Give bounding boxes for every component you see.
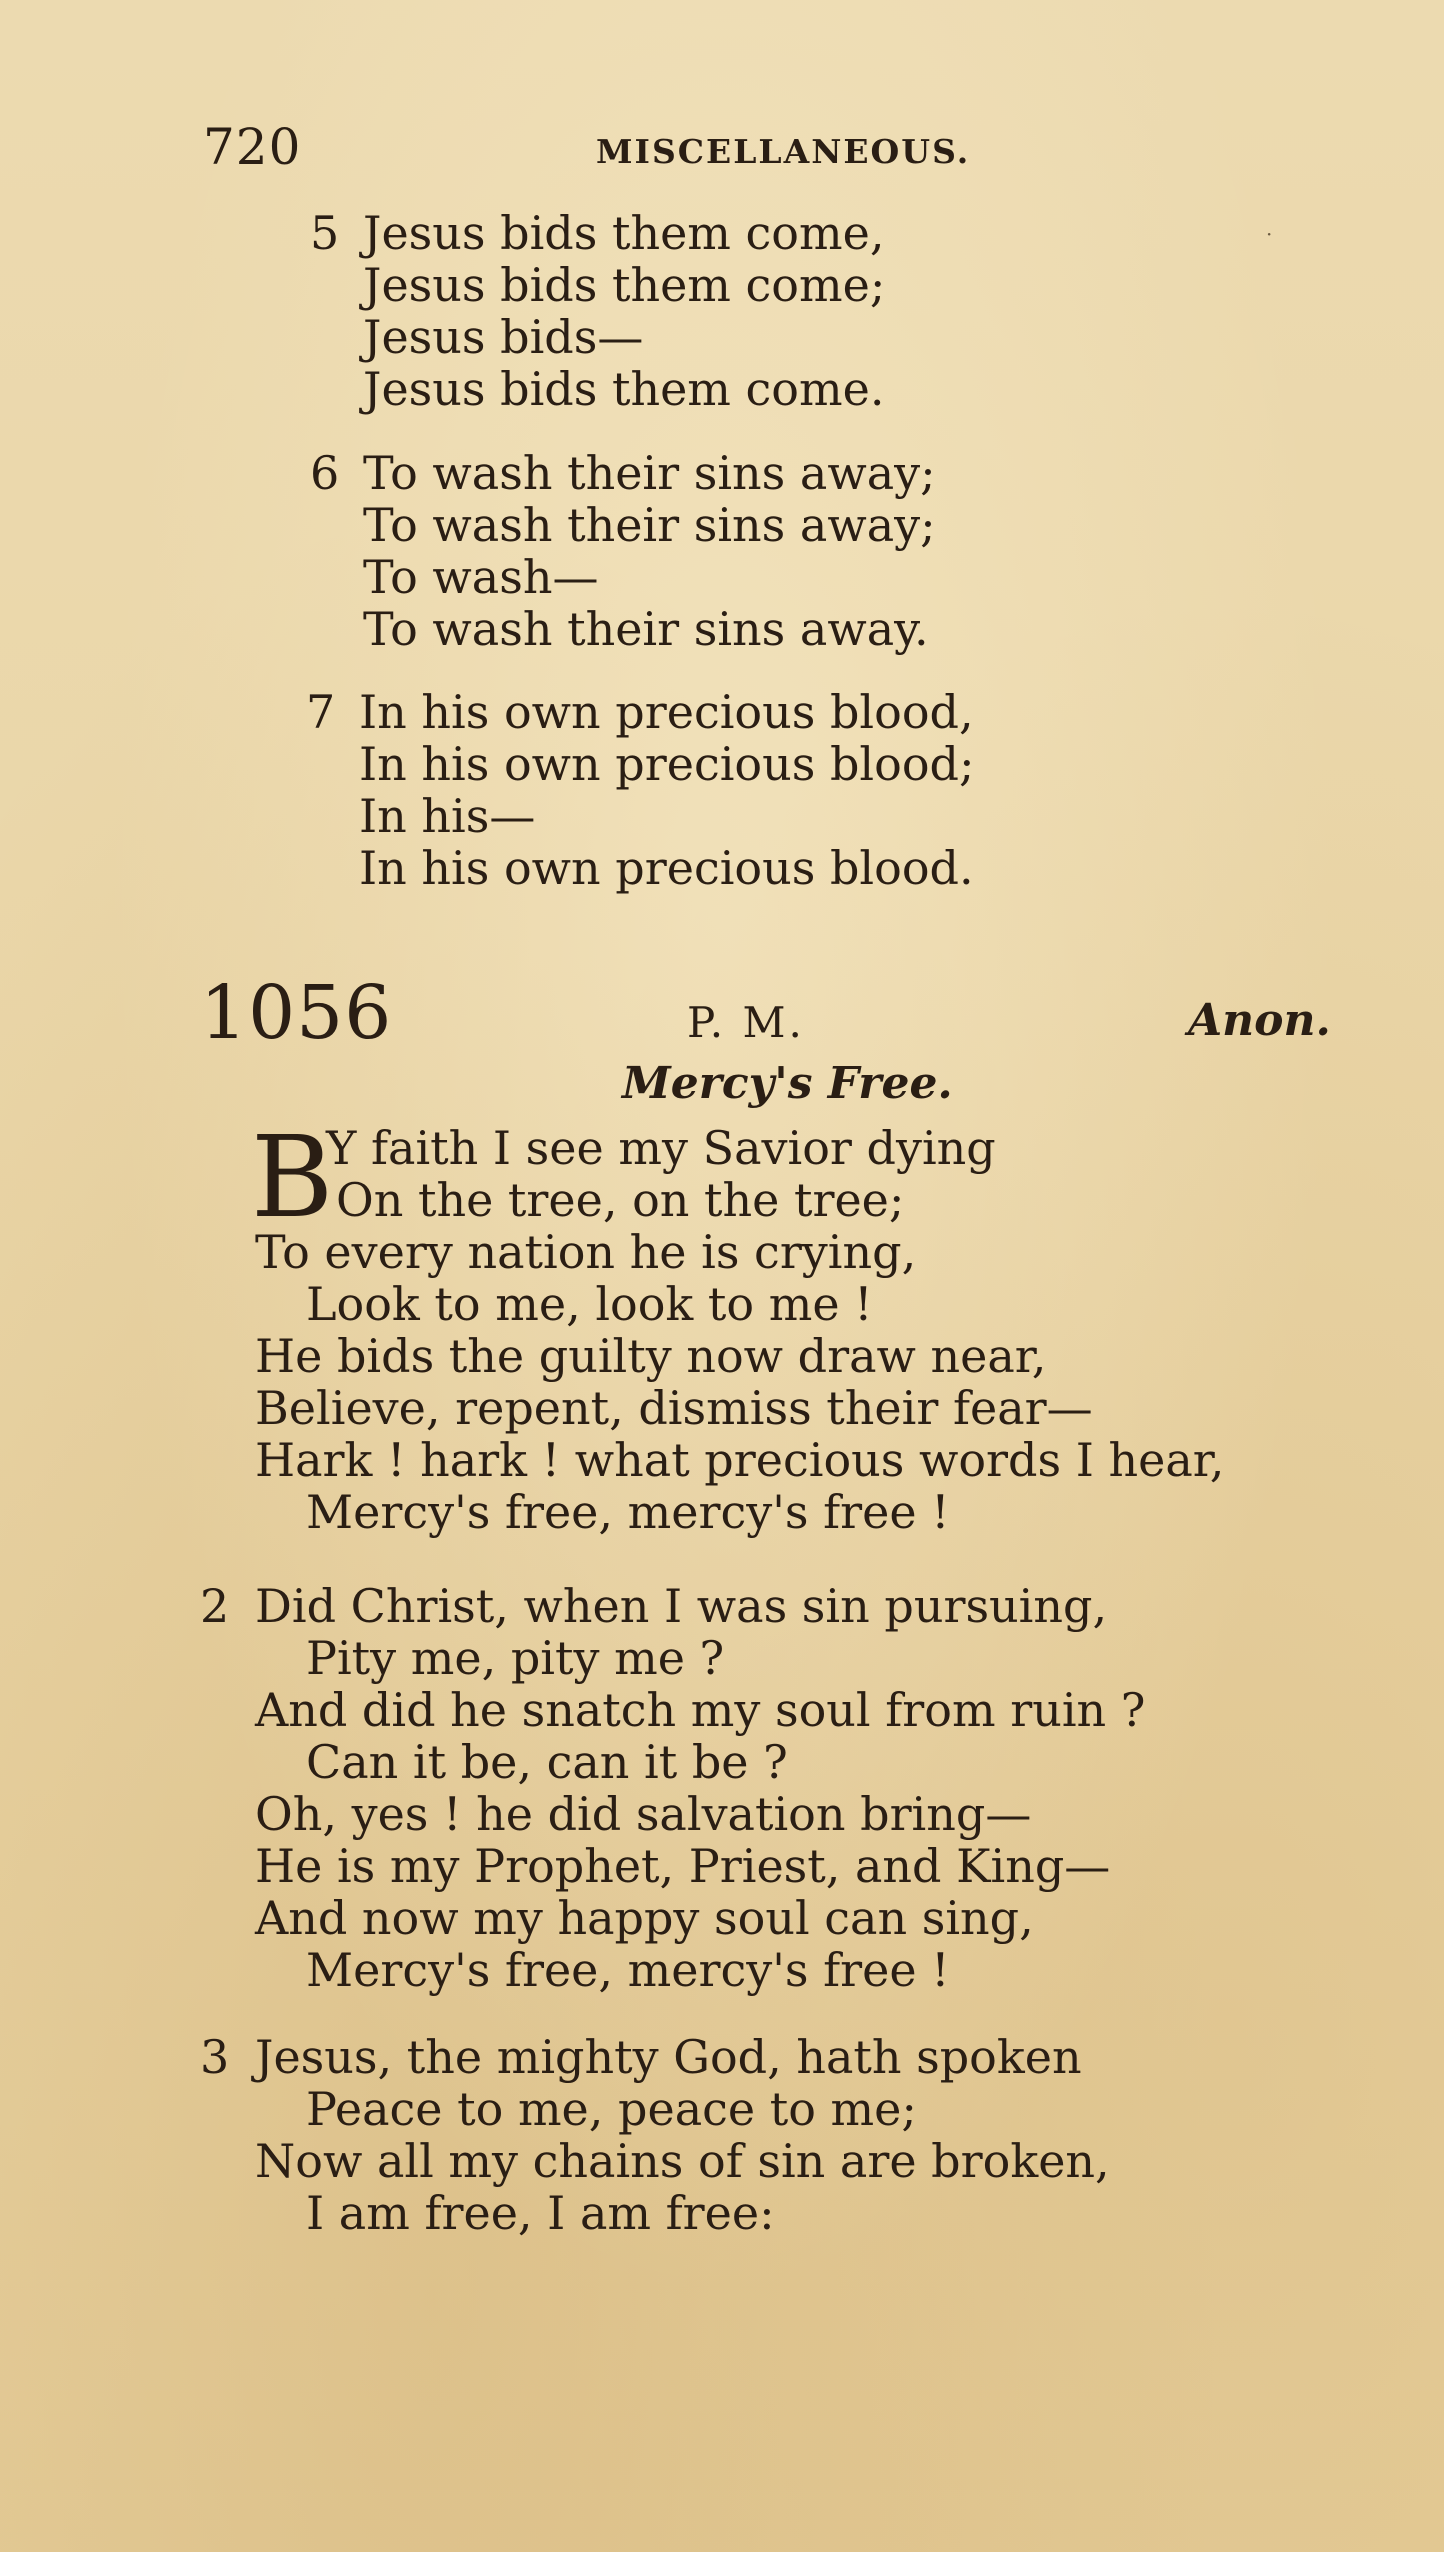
print-speck: · xyxy=(1266,222,1273,246)
verse-number: 5 xyxy=(310,206,340,260)
verse-5 xyxy=(310,207,885,415)
verse-number: 6 xyxy=(310,446,340,500)
verse-line: Now all my chains of sin are broken, xyxy=(255,2134,1110,2188)
verse-line: Look to me, look to me ! xyxy=(306,1277,873,1331)
verse-number: 3 xyxy=(200,2030,230,2084)
verse-line: In his own precious blood, xyxy=(359,685,974,739)
hymn-meter: P. M. xyxy=(687,998,805,1047)
verse-line: Jesus bids them come, xyxy=(363,206,885,260)
verse-line: He is my Prophet, Priest, and King— xyxy=(255,1839,1111,1893)
verse-line: Pity me, pity me ? xyxy=(306,1631,725,1685)
verse-line: Believe, repent, dismiss their fear— xyxy=(255,1381,1093,1435)
running-head: MISCELLANEOUS. xyxy=(596,132,971,171)
verse-line: Y faith I see my Savior dying xyxy=(326,1121,996,1175)
drop-cap: B xyxy=(251,1113,334,1243)
verse-line: Jesus bids— xyxy=(363,310,644,364)
verse-line: To wash their sins away; xyxy=(363,498,936,552)
verse-line: And did he snatch my soul from ruin ? xyxy=(255,1683,1146,1737)
hymn-number: 1056 xyxy=(200,970,393,1056)
page-number: 720 xyxy=(203,118,302,176)
verse-6 xyxy=(310,447,936,655)
verse-line: Hark ! hark ! what precious words I hear, xyxy=(255,1433,1225,1487)
verse-3 xyxy=(200,2031,1110,2239)
verse-line: Mercy's free, mercy's free ! xyxy=(306,1485,950,1539)
verse-1-body xyxy=(255,1226,1224,1538)
verse-line: Peace to me, peace to me; xyxy=(306,2082,917,2136)
hymn-title: Mercy's Free. xyxy=(622,1058,953,1109)
verse-number: 2 xyxy=(200,1579,230,1633)
verse-line: On the tree, on the tree; xyxy=(336,1173,905,1227)
verse-line: To wash their sins away; xyxy=(363,446,936,500)
verse-line: In his own precious blood. xyxy=(359,841,974,895)
verse-line: I am free, I am free: xyxy=(306,2186,775,2240)
verse-line: To wash— xyxy=(363,550,599,604)
verse-2 xyxy=(200,1580,1145,1996)
verse-line: Jesus bids them come. xyxy=(363,362,885,416)
verse-line: Can it be, can it be ? xyxy=(306,1735,788,1789)
verse-line: Jesus, the mighty God, hath spoken xyxy=(255,2030,1082,2084)
verse-line: And now my happy soul can sing, xyxy=(255,1891,1034,1945)
hymn-author: Anon. xyxy=(1188,995,1331,1046)
verse-line: Mercy's free, mercy's free ! xyxy=(306,1943,950,1997)
verse-number: 7 xyxy=(306,685,336,739)
verse-line: Oh, yes ! he did salvation bring— xyxy=(255,1787,1032,1841)
verse-1-opening xyxy=(326,1122,996,1226)
verse-7 xyxy=(306,686,974,894)
verse-line: In his own precious blood; xyxy=(359,737,975,791)
verse-line: Jesus bids them come; xyxy=(363,258,886,312)
verse-line: To every nation he is crying, xyxy=(255,1225,917,1279)
verse-line: In his— xyxy=(359,789,536,843)
verse-line: To wash their sins away. xyxy=(363,602,929,656)
verse-line: Did Christ, when I was sin pursuing, xyxy=(255,1579,1108,1633)
verse-line: He bids the guilty now draw near, xyxy=(255,1329,1047,1383)
